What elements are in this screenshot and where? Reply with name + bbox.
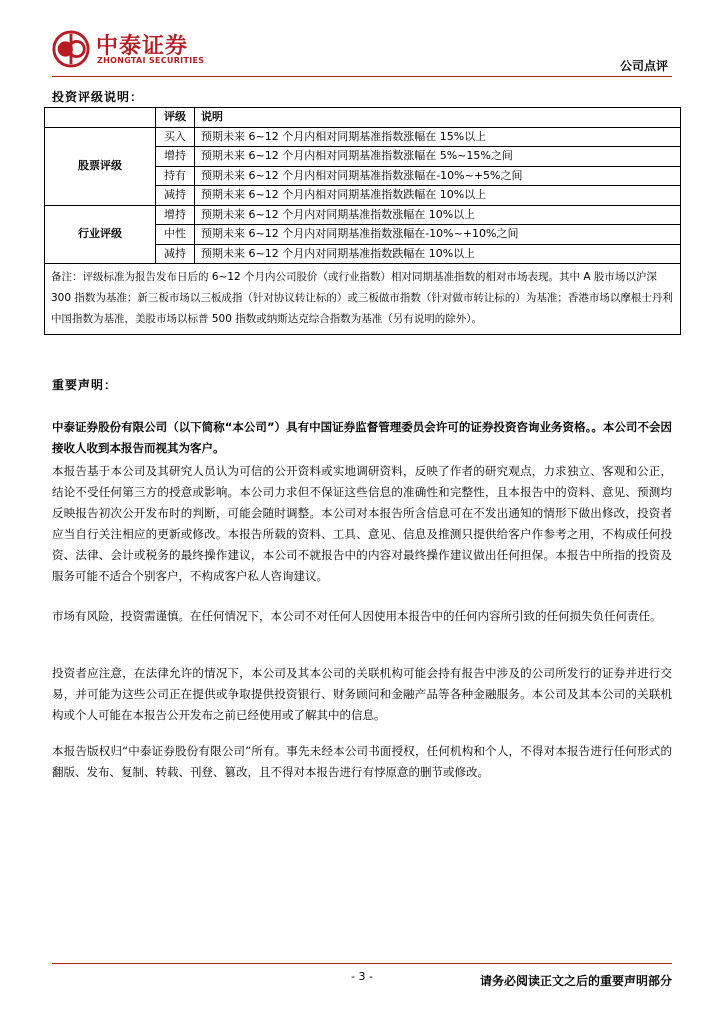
zhongtai-logo-icon bbox=[52, 30, 90, 68]
industry-rating-label: 行业评级 bbox=[45, 205, 156, 264]
rating-desc: 预期未来 6~12 个月内相对同期基准指数涨幅在 15%以上 bbox=[195, 127, 681, 147]
rating-level: 减持 bbox=[156, 244, 195, 264]
rating-desc: 预期未来 6~12 个月内相对同期基准指数跌幅在 10%以上 bbox=[195, 186, 681, 206]
footer-note: 请务必阅读正文之后的重要声明部分 bbox=[479, 974, 672, 988]
rating-level: 增持 bbox=[156, 147, 195, 167]
rating-heading: 投资评级说明： bbox=[52, 90, 144, 104]
disclaimer-paragraph: 市场有风险，投资需谨慎。在任何情况下，本公司不对任何人因使用本报告中的任何内容所引致的任何损失负任何责任。 bbox=[52, 609, 662, 623]
rating-table bbox=[44, 107, 681, 335]
company-logo bbox=[52, 26, 222, 72]
table-note-row bbox=[45, 264, 681, 335]
disclaimer-heading: 重要声明： bbox=[52, 378, 118, 392]
col-desc-header: 说明 bbox=[195, 108, 681, 128]
header-divider bbox=[52, 76, 672, 77]
disclaimer-paragraph: 本报告基于本公司及其研究人员认为可信的公开资料或实地调研资料，反映了作者的研究观点，力求独立、客观和公正，结论不受任何第三方的授意或影响。本公司力求但不保证这些信息的准确性和完整性，且本报告中的资料、意见、预测均反映报告初次公开发布时的判断，可能会随时调整。本公司对本报告所含信息可在不发出通知的情形下做出修改，投资者应当自行关注相应的更新或修改。本报告所载的资料、工具、意见、信息及推测只提供给客户作参考之用，不构成任何投资、法律、会计或税务的最终操作建议，本公司不就报告中的内容对最终操作建议做出任何担保。本报告中所指的投资及服务可能不适合个别客户，不构成客户私人咨询建议。 bbox=[52, 464, 672, 583]
rating-level: 减持 bbox=[156, 186, 195, 206]
rating-desc: 预期未来 6~12 个月内相对同期基准指数涨幅在-10%~+5%之间 bbox=[195, 166, 681, 186]
footer-divider bbox=[52, 963, 672, 964]
rating-desc: 预期未来 6~12 个月内对同期基准指数涨幅在 10%以上 bbox=[195, 205, 681, 225]
rating-note: 备注：评级标准为报告发布日后的 6~12 个月内公司股价（或行业指数）相对同期基准指数的相对市场表现。其中 A 股市场以沪深 300 指数为基准；新三板市场以三板成指（针对协议转让标的）或三板做市指数（针对做市转让标的）为基准；香港市场以摩根士丹利中国指数为基准，美股市场以标普 500 指数或纳斯达克综合指数为基准（另有说明的除外）。 bbox=[45, 264, 681, 335]
rating-level: 持有 bbox=[156, 166, 195, 186]
rating-level: 增持 bbox=[156, 205, 195, 225]
col-level-header: 评级 bbox=[156, 108, 195, 128]
disclaimer-lead: 中泰证券股份有限公司（以下简称“本公司”）具有中国证券监督管理委员会许可的证券投资咨询业务资格。。本公司不会因接收人收到本报告而视其为客户。 bbox=[52, 420, 672, 455]
disclaimer-paragraph: 本报告版权归“中泰证券股份有限公司”所有。事先未经本公司书面授权，任何机构和个人，不得对本报告进行任何形式的翻版、发布、复制、转载、刊登、篡改，且不得对本报告进行有悖原意的删节或修改。 bbox=[52, 744, 672, 779]
report-type: 公司点评 bbox=[619, 59, 668, 73]
rating-level: 中性 bbox=[156, 225, 195, 245]
page-number: - 3 - bbox=[351, 970, 373, 983]
table-row bbox=[45, 127, 681, 147]
logo-cn-text: 中泰证券 bbox=[96, 34, 189, 59]
stock-rating-label: 股票评级 bbox=[45, 127, 156, 205]
rating-desc: 预期未来 6~12 个月内对同期基准指数涨幅在-10%~+10%之间 bbox=[195, 225, 681, 245]
rating-level: 买入 bbox=[156, 127, 195, 147]
table-header-row bbox=[45, 108, 681, 128]
rating-desc: 预期未来 6~12 个月内相对同期基准指数涨幅在 5%~15%之间 bbox=[195, 147, 681, 167]
rating-desc: 预期未来 6~12 个月内对同期基准指数跌幅在 10%以上 bbox=[195, 244, 681, 264]
logo-en-text: ZHONGTAI SECURITIES bbox=[97, 56, 205, 65]
table-row bbox=[45, 205, 681, 225]
disclaimer-paragraph: 投资者应注意，在法律允许的情况下，本公司及其本公司的关联机构可能会持有报告中涉及的公司所发行的证券并进行交易，并可能为这些公司正在提供或争取提供投资银行、财务顾问和金融产品等各种金融服务。本公司及其本公司的关联机构或个人可能在本报告公开发布之前已经使用或了解其中的信息。 bbox=[52, 666, 672, 722]
